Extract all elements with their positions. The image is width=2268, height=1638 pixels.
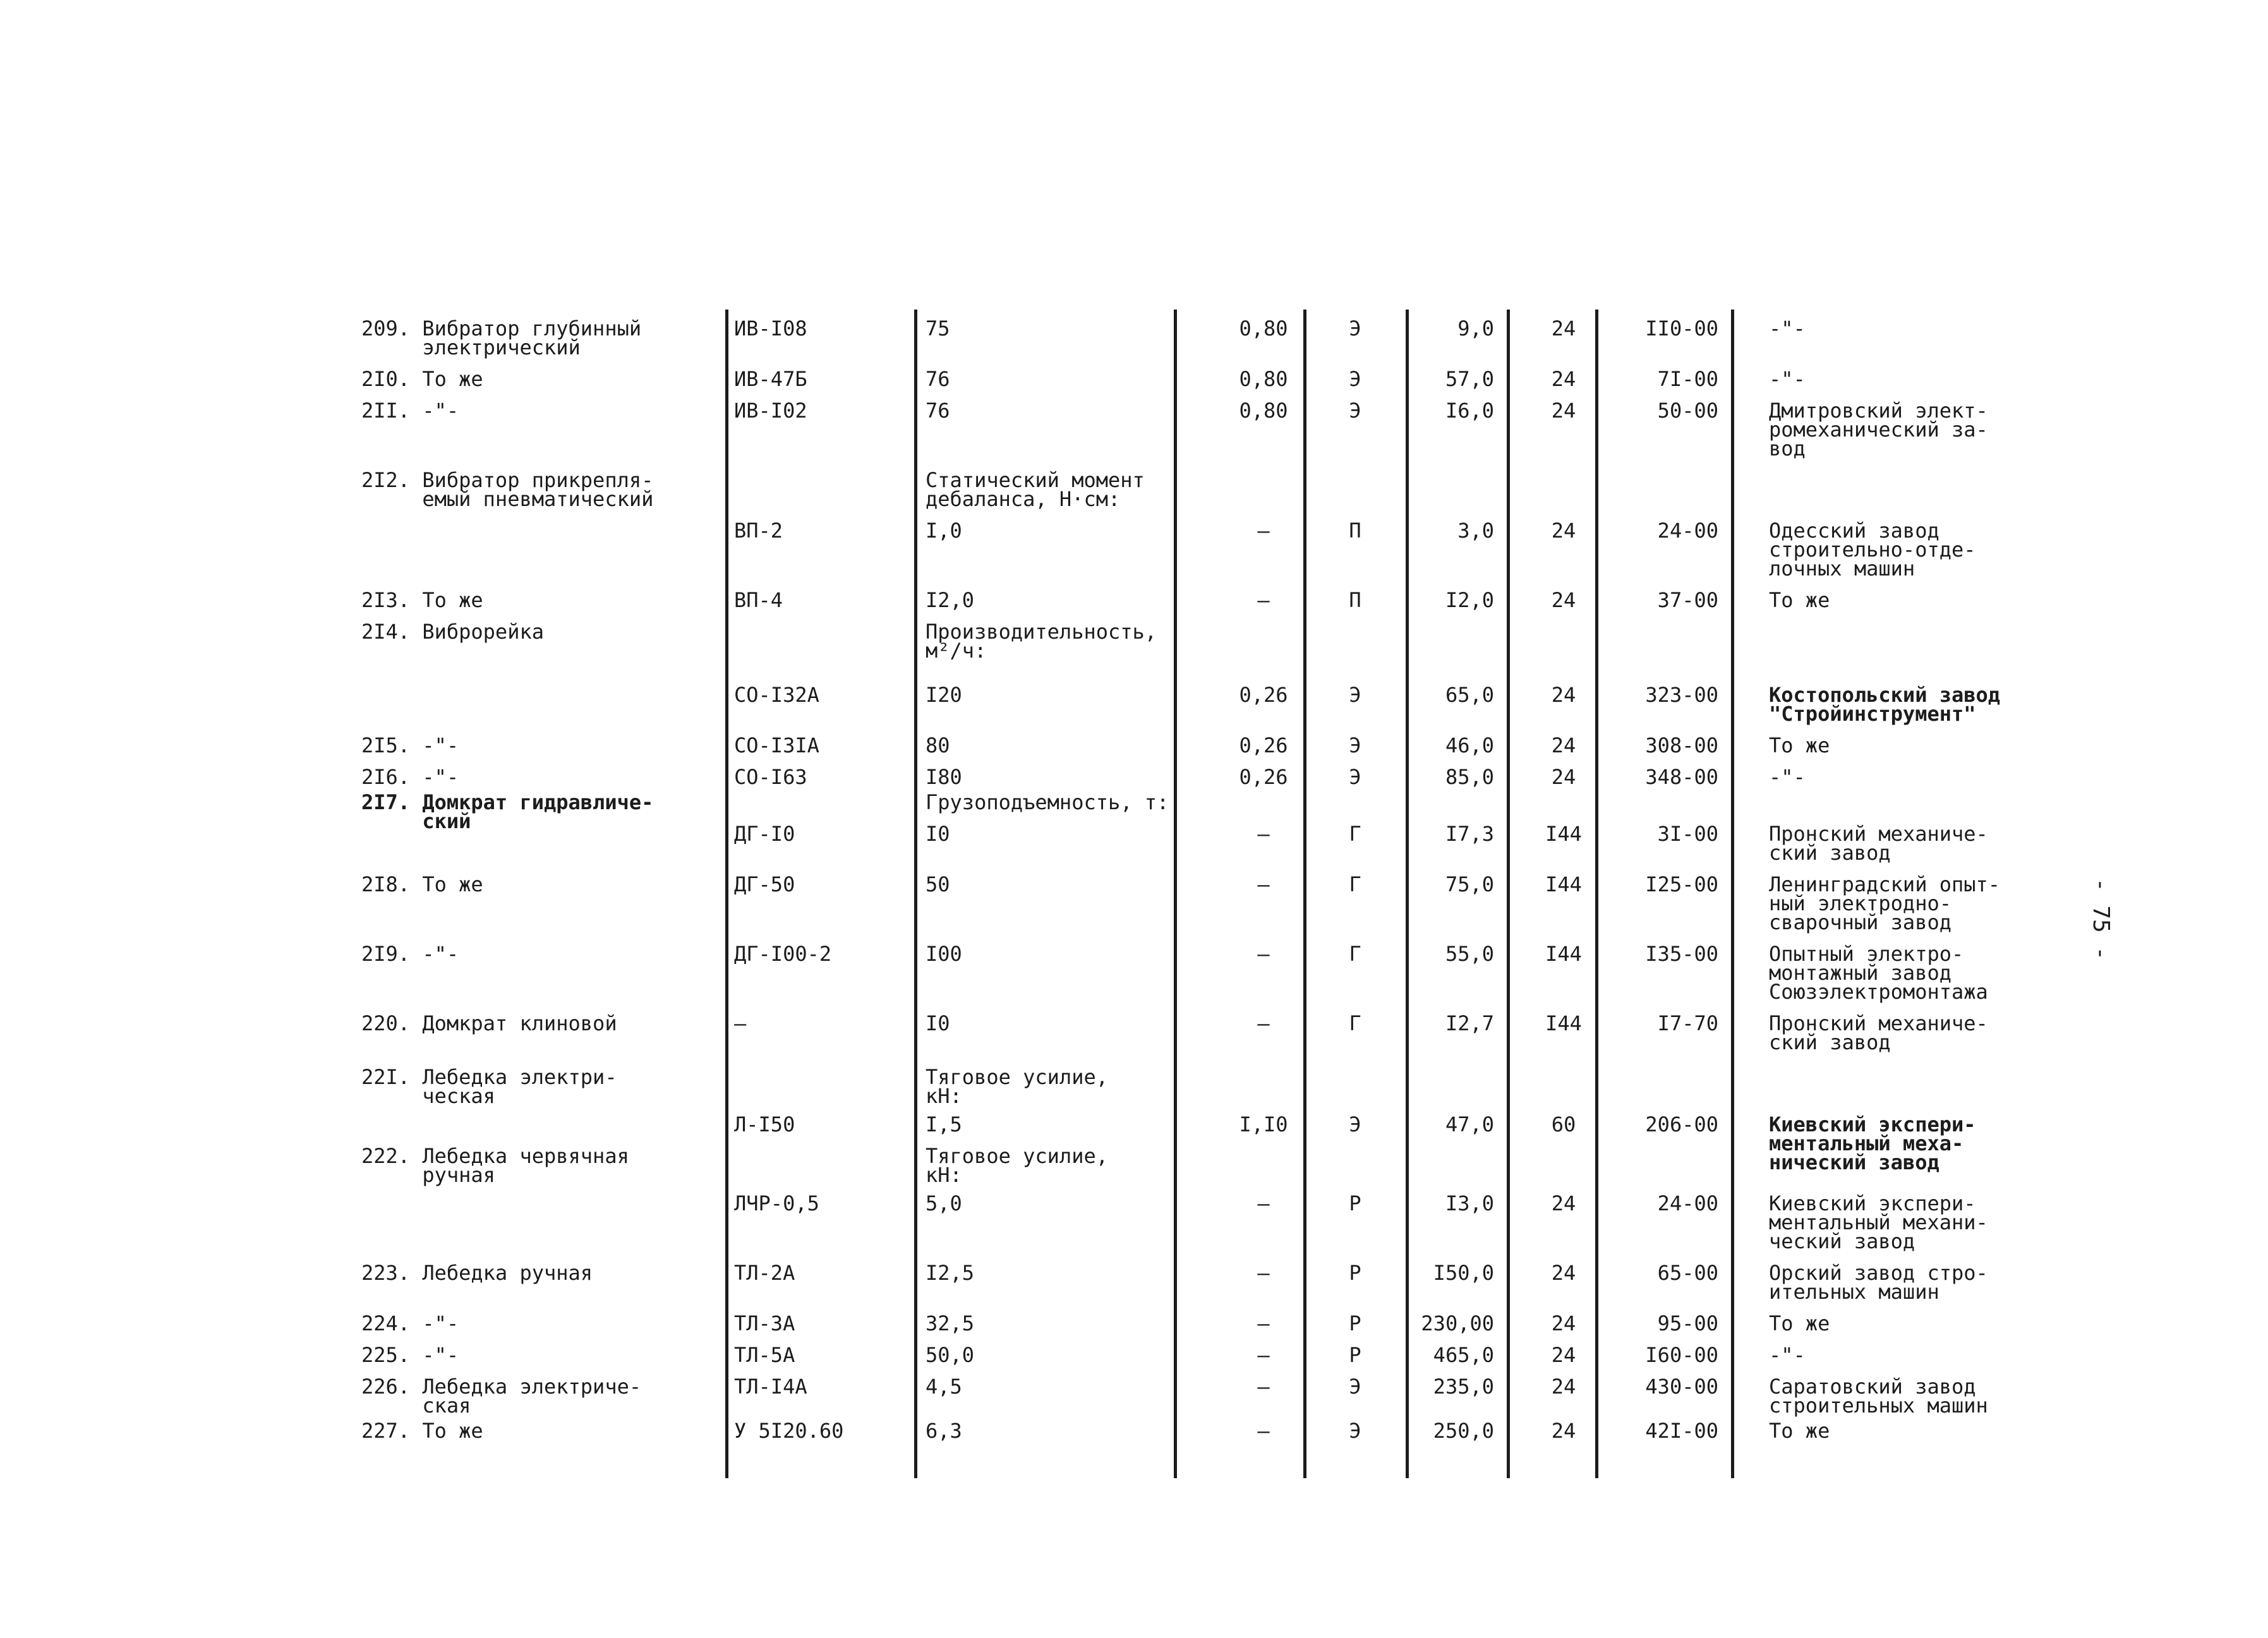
manufacturer-cell <box>1769 1375 1988 1418</box>
model-cell: СО-I63 <box>734 765 807 789</box>
manufacturer-cell <box>1769 1261 1988 1304</box>
model-cell: ТЛ-3А <box>734 1311 795 1335</box>
manufacturer-cell <box>1769 399 1988 461</box>
model-cell: ВП-4 <box>734 588 783 612</box>
price-cell: 7I-00 <box>1657 367 1718 391</box>
manufacturer-cell <box>1769 1311 1830 1335</box>
manufacturer-cell <box>1769 1419 1830 1443</box>
price-cell: 323-00 <box>1645 683 1718 707</box>
price-cell: 24-00 <box>1657 519 1718 543</box>
manufacturer-cell <box>1769 942 1988 1004</box>
drive-cell: Э <box>1349 765 1361 789</box>
equipment-name-line: ская <box>361 1394 471 1418</box>
power-cell: – <box>1257 1343 1270 1367</box>
parameter-cell: 6,3 <box>926 1419 962 1443</box>
parameter-cell: 4,5 <box>926 1375 962 1399</box>
service-life-cell: I44 <box>1545 822 1582 846</box>
manufacturer-cell-line: Союзэлектромонтажа <box>1769 980 1988 1004</box>
equipment-name <box>361 1311 459 1335</box>
manufacturer-cell <box>1769 1011 1988 1054</box>
manufacturer-cell-line: ментальный механи- <box>1769 1210 1988 1234</box>
model-cell: ТЛ-I4А <box>734 1375 807 1399</box>
manufacturer-cell-line: ский завод <box>1769 841 1891 865</box>
power-cell: – <box>1257 1419 1270 1443</box>
parameter-cell: I,5 <box>926 1112 962 1136</box>
manufacturer-cell <box>1769 367 1806 391</box>
service-life-cell: 24 <box>1551 367 1576 391</box>
table-row <box>0 1375 2268 1418</box>
power-cell: – <box>1257 519 1270 543</box>
model-cell: ИВ-47Б <box>734 367 807 391</box>
equipment-name <box>361 316 642 359</box>
price-cell: I60-00 <box>1645 1343 1718 1367</box>
manufacturer-cell-line: строительно-отде- <box>1769 538 1976 562</box>
manufacturer-cell <box>1769 1343 1806 1367</box>
table-row <box>0 1144 2268 1187</box>
model-cell: – <box>734 1011 747 1035</box>
model-cell: ИВ-I08 <box>734 316 807 340</box>
manufacturer-cell-line: строительных машин <box>1769 1394 1988 1418</box>
equipment-name-line: 2I4. Виброрейка <box>361 620 544 644</box>
table-row <box>0 872 2268 934</box>
table-row <box>0 1261 2268 1304</box>
manufacturer-cell-line: вод <box>1769 437 1806 461</box>
manufacturer-cell-line: То же <box>1769 733 1830 757</box>
table-row <box>0 316 2268 359</box>
drive-cell: Э <box>1349 1112 1361 1136</box>
mass-cell: 65,0 <box>1445 683 1494 707</box>
mass-cell: 9,0 <box>1457 316 1494 340</box>
model-cell: ИВ-I02 <box>734 399 807 423</box>
price-cell: I7-70 <box>1657 1011 1718 1035</box>
service-life-cell: I44 <box>1545 872 1582 896</box>
price-cell: 206-00 <box>1645 1112 1718 1136</box>
equipment-name <box>361 1419 483 1443</box>
drive-cell: Г <box>1349 942 1361 966</box>
service-life-cell: 24 <box>1551 519 1576 543</box>
drive-cell: Р <box>1349 1343 1361 1367</box>
service-life-cell: I44 <box>1545 1011 1582 1035</box>
drive-cell: Г <box>1349 822 1361 846</box>
manufacturer-cell-line: Опытный электро- <box>1769 942 1964 966</box>
power-cell: – <box>1257 1011 1270 1035</box>
manufacturer-cell-line: ительных машин <box>1769 1280 1939 1304</box>
power-cell: – <box>1257 1191 1270 1215</box>
mass-cell: I3,0 <box>1445 1191 1494 1215</box>
table-row <box>0 1343 2268 1367</box>
manufacturer-cell-line: лочных машин <box>1769 557 1915 581</box>
parameter-cell: 50,0 <box>926 1343 975 1367</box>
table-row <box>0 519 2268 581</box>
service-life-cell: 24 <box>1551 1261 1576 1285</box>
manufacturer-cell-line: -"- <box>1769 765 1806 789</box>
parameter-cell: 5,0 <box>926 1191 962 1215</box>
service-life-cell: 24 <box>1551 1375 1576 1399</box>
power-cell: – <box>1257 588 1270 612</box>
equipment-name <box>361 1065 617 1108</box>
mass-cell: I50,0 <box>1433 1261 1494 1285</box>
mass-cell: 47,0 <box>1445 1112 1494 1136</box>
equipment-name-line: 2I8. То же <box>361 872 483 896</box>
manufacturer-cell-line: ческий завод <box>1769 1229 1915 1253</box>
model-cell: ДГ-50 <box>734 872 795 896</box>
mass-cell: I2,7 <box>1445 1011 1494 1035</box>
equipment-name <box>361 765 459 789</box>
equipment-name-line: 223. Лебедка ручная <box>361 1261 593 1285</box>
mass-cell: 250,0 <box>1433 1419 1494 1443</box>
model-cell: ТЛ-5А <box>734 1343 795 1367</box>
mass-cell: I6,0 <box>1445 399 1494 423</box>
service-life-cell: 24 <box>1551 1311 1576 1335</box>
power-cell: 0,80 <box>1239 367 1288 391</box>
table-row <box>0 620 2268 663</box>
manufacturer-cell-line: монтажный завод <box>1769 961 1951 985</box>
equipment-name <box>361 1261 593 1285</box>
model-cell: ДГ-I00-2 <box>734 942 832 966</box>
equipment-name-line: 2I7. Домкрат гидравличе- <box>361 790 654 814</box>
mass-cell: 57,0 <box>1445 367 1494 391</box>
model-cell: СО-I32А <box>734 683 819 707</box>
manufacturer-cell-line: То же <box>1769 1311 1830 1335</box>
drive-cell: Э <box>1349 399 1361 423</box>
parameter-cell: 32,5 <box>926 1311 975 1335</box>
manufacturer-cell-line: Саратовский завод <box>1769 1375 1976 1399</box>
mass-cell: I7,3 <box>1445 822 1494 846</box>
equipment-name-line: 209. Вибратор глубинный <box>361 316 642 340</box>
drive-cell: П <box>1349 588 1361 612</box>
parameter-cell: 76 <box>926 399 950 423</box>
equipment-name <box>361 1375 642 1418</box>
equipment-name <box>361 588 483 612</box>
equipment-name <box>361 942 459 966</box>
manufacturer-cell <box>1769 588 1830 612</box>
table-row <box>0 683 2268 726</box>
mass-cell: 465,0 <box>1433 1343 1494 1367</box>
equipment-name-line: электрический <box>361 335 581 359</box>
parameter-cell: 76 <box>926 367 950 391</box>
price-cell: 3I-00 <box>1657 822 1718 846</box>
mass-cell: 55,0 <box>1445 942 1494 966</box>
page-number: - 75 - <box>2088 877 2114 961</box>
service-life-cell: 24 <box>1551 733 1576 757</box>
mass-cell: 85,0 <box>1445 765 1494 789</box>
table-row <box>0 1191 2268 1253</box>
drive-cell: Э <box>1349 316 1361 340</box>
parameter-cell: I80 <box>926 765 962 789</box>
price-cell: 24-00 <box>1657 1191 1718 1215</box>
table-row <box>0 367 2268 391</box>
equipment-name-line: 22I. Лебедка электри- <box>361 1065 617 1089</box>
parameter-heading: Тяговое усилие, кН: <box>926 1144 1108 1187</box>
model-cell: СО-I3IА <box>734 733 819 757</box>
equipment-name <box>361 468 654 511</box>
power-cell: 0,26 <box>1239 683 1288 707</box>
manufacturer-cell-line: ромеханический за- <box>1769 418 1988 442</box>
mass-cell: 46,0 <box>1445 733 1494 757</box>
table-row <box>0 1311 2268 1335</box>
table-row <box>0 1011 2268 1054</box>
mass-cell: 235,0 <box>1433 1375 1494 1399</box>
equipment-name-line: 224. -"- <box>361 1311 459 1335</box>
mass-cell: 75,0 <box>1445 872 1494 896</box>
power-cell: – <box>1257 1375 1270 1399</box>
table-row <box>0 790 2268 833</box>
model-cell: ДГ-I0 <box>734 822 795 846</box>
model-cell: У 5I20.60 <box>734 1419 844 1443</box>
manufacturer-cell-line: Пронский механиче- <box>1769 822 1988 846</box>
power-cell: I,I0 <box>1239 1112 1288 1136</box>
equipment-name <box>361 733 459 757</box>
service-life-cell: 24 <box>1551 588 1576 612</box>
equipment-name-line: 226. Лебедка электриче- <box>361 1375 642 1399</box>
manufacturer-cell-line: Орский завод стро- <box>1769 1261 1988 1285</box>
mass-cell: I2,0 <box>1445 588 1494 612</box>
price-cell: 430-00 <box>1645 1375 1718 1399</box>
model-cell: Л-I50 <box>734 1112 795 1136</box>
equipment-name <box>361 620 544 644</box>
price-cell: 348-00 <box>1645 765 1718 789</box>
parameter-cell: I0 <box>926 1011 950 1035</box>
model-cell: ТЛ-2А <box>734 1261 795 1285</box>
equipment-name-line: 2II. -"- <box>361 399 459 423</box>
service-life-cell: 24 <box>1551 1191 1576 1215</box>
table-row <box>0 733 2268 757</box>
service-life-cell: 24 <box>1551 765 1576 789</box>
manufacturer-cell-line: -"- <box>1769 367 1806 391</box>
drive-cell: Р <box>1349 1261 1361 1285</box>
manufacturer-cell <box>1769 683 2001 726</box>
equipment-name-line: 225. -"- <box>361 1343 459 1367</box>
mass-cell: 3,0 <box>1457 519 1494 543</box>
price-cell: 50-00 <box>1657 399 1718 423</box>
manufacturer-cell <box>1769 519 1976 581</box>
power-cell: 0,80 <box>1239 316 1288 340</box>
equipment-name-line: 2I3. То же <box>361 588 483 612</box>
manufacturer-cell-line: нический завод <box>1769 1150 1939 1174</box>
parameter-cell: 80 <box>926 733 950 757</box>
power-cell: – <box>1257 1261 1270 1285</box>
price-cell: 42I-00 <box>1645 1419 1718 1443</box>
drive-cell: П <box>1349 519 1361 543</box>
manufacturer-cell-line: Ленинградский опыт- <box>1769 872 2001 896</box>
equipment-name-line: 2I9. -"- <box>361 942 459 966</box>
drive-cell: Г <box>1349 872 1361 896</box>
table-row <box>0 942 2268 1004</box>
manufacturer-cell-line: ный электродно- <box>1769 891 1951 915</box>
manufacturer-cell <box>1769 316 1806 340</box>
service-life-cell: 24 <box>1551 399 1576 423</box>
manufacturer-cell <box>1769 822 1988 865</box>
equipment-name-line: 222. Лебедка червячная <box>361 1144 629 1168</box>
parameter-heading: Тяговое усилие, кН: <box>926 1065 1108 1108</box>
service-life-cell: 60 <box>1551 1112 1576 1136</box>
parameter-cell: 50 <box>926 872 950 896</box>
drive-cell: Э <box>1349 1375 1361 1399</box>
manufacturer-cell <box>1769 1191 1988 1253</box>
table-row <box>0 399 2268 461</box>
service-life-cell: 24 <box>1551 683 1576 707</box>
manufacturer-cell-line: ский завод <box>1769 1030 1891 1054</box>
equipment-name-line: 2I2. Вибратор прикрепля- <box>361 468 654 492</box>
price-cell: 37-00 <box>1657 588 1718 612</box>
equipment-name <box>361 399 459 423</box>
drive-cell: Э <box>1349 683 1361 707</box>
manufacturer-cell-line: То же <box>1769 588 1830 612</box>
table-row <box>0 468 2268 511</box>
parameter-cell: I00 <box>926 942 962 966</box>
manufacturer-cell <box>1769 765 1806 789</box>
manufacturer-cell <box>1769 733 1830 757</box>
power-cell: – <box>1257 1311 1270 1335</box>
power-cell: 0,80 <box>1239 399 1288 423</box>
manufacturer-cell-line: Дмитровский элект- <box>1769 399 1988 423</box>
power-cell: – <box>1257 872 1270 896</box>
service-life-cell: 24 <box>1551 1419 1576 1443</box>
table-row <box>0 765 2268 789</box>
equipment-name-line: ручная <box>361 1163 495 1187</box>
manufacturer-cell <box>1769 872 2001 934</box>
manufacturer-cell-line: Киевский экспери- <box>1769 1191 1976 1215</box>
parameter-cell: Грузоподъемность, т: <box>926 790 1169 814</box>
drive-cell: Р <box>1349 1191 1361 1215</box>
parameter-heading: Статический момент дебаланса, Н·см: <box>926 468 1145 511</box>
equipment-name <box>361 367 483 391</box>
equipment-name-line: 220. Домкрат клиновой <box>361 1011 617 1035</box>
equipment-name <box>361 1011 617 1035</box>
drive-cell: Р <box>1349 1311 1361 1335</box>
price-cell: II0-00 <box>1645 316 1718 340</box>
equipment-name-line: ческая <box>361 1084 495 1108</box>
equipment-name-line: 2I6. -"- <box>361 765 459 789</box>
manufacturer-cell-line: сварочный завод <box>1769 910 1951 934</box>
equipment-name-line: емый пневматический <box>361 487 654 511</box>
parameter-cell: I,0 <box>926 519 962 543</box>
manufacturer-cell-line: Одесский завод <box>1769 519 1939 543</box>
parameter-cell: I0 <box>926 822 950 846</box>
manufacturer-cell-line: "Стройинструмент" <box>1769 702 1976 726</box>
drive-cell: Э <box>1349 733 1361 757</box>
drive-cell: Г <box>1349 1011 1361 1035</box>
model-cell: ВП-2 <box>734 519 783 543</box>
equipment-name <box>361 1343 459 1367</box>
power-cell: 0,26 <box>1239 765 1288 789</box>
manufacturer-cell-line: Костопольский завод <box>1769 683 2001 707</box>
parameter-cell: I2,0 <box>926 588 975 612</box>
drive-cell: Э <box>1349 367 1361 391</box>
price-cell: 65-00 <box>1657 1261 1718 1285</box>
service-life-cell: I44 <box>1545 942 1582 966</box>
model-cell: ЛЧР-0,5 <box>734 1191 819 1215</box>
manufacturer-cell-line: -"- <box>1769 316 1806 340</box>
drive-cell: Э <box>1349 1419 1361 1443</box>
table-row <box>0 1419 2268 1443</box>
power-cell: – <box>1257 822 1270 846</box>
equipment-name-line: ский <box>361 809 471 833</box>
parameter-cell: I20 <box>926 683 962 707</box>
price-cell: I35-00 <box>1645 942 1718 966</box>
equipment-name <box>361 1144 629 1187</box>
price-cell: 308-00 <box>1645 733 1718 757</box>
table-row <box>0 822 2268 865</box>
parameter-cell: I2,5 <box>926 1261 975 1285</box>
equipment-name-line: 2I5. -"- <box>361 733 459 757</box>
service-life-cell: 24 <box>1551 1343 1576 1367</box>
manufacturer-cell-line: ментальный меха- <box>1769 1131 1964 1155</box>
manufacturer-cell-line: Киевский экспери- <box>1769 1112 1976 1136</box>
power-cell: – <box>1257 942 1270 966</box>
service-life-cell: 24 <box>1551 316 1576 340</box>
price-cell: 95-00 <box>1657 1311 1718 1335</box>
equipment-name <box>361 872 483 896</box>
equipment-name-line: 227. То же <box>361 1419 483 1443</box>
manufacturer-cell-line: То же <box>1769 1419 1830 1443</box>
manufacturer-cell-line: Пронский механиче- <box>1769 1011 1988 1035</box>
parameter-heading: Производительность, м²/ч: <box>926 620 1157 663</box>
mass-cell: 230,00 <box>1421 1311 1494 1335</box>
table-row <box>0 1065 2268 1108</box>
manufacturer-cell-line: -"- <box>1769 1343 1806 1367</box>
table-row <box>0 588 2268 612</box>
power-cell: 0,26 <box>1239 733 1288 757</box>
price-cell: I25-00 <box>1645 872 1718 896</box>
equipment-name-line: 2I0. То же <box>361 367 483 391</box>
parameter-cell: 75 <box>926 316 950 340</box>
